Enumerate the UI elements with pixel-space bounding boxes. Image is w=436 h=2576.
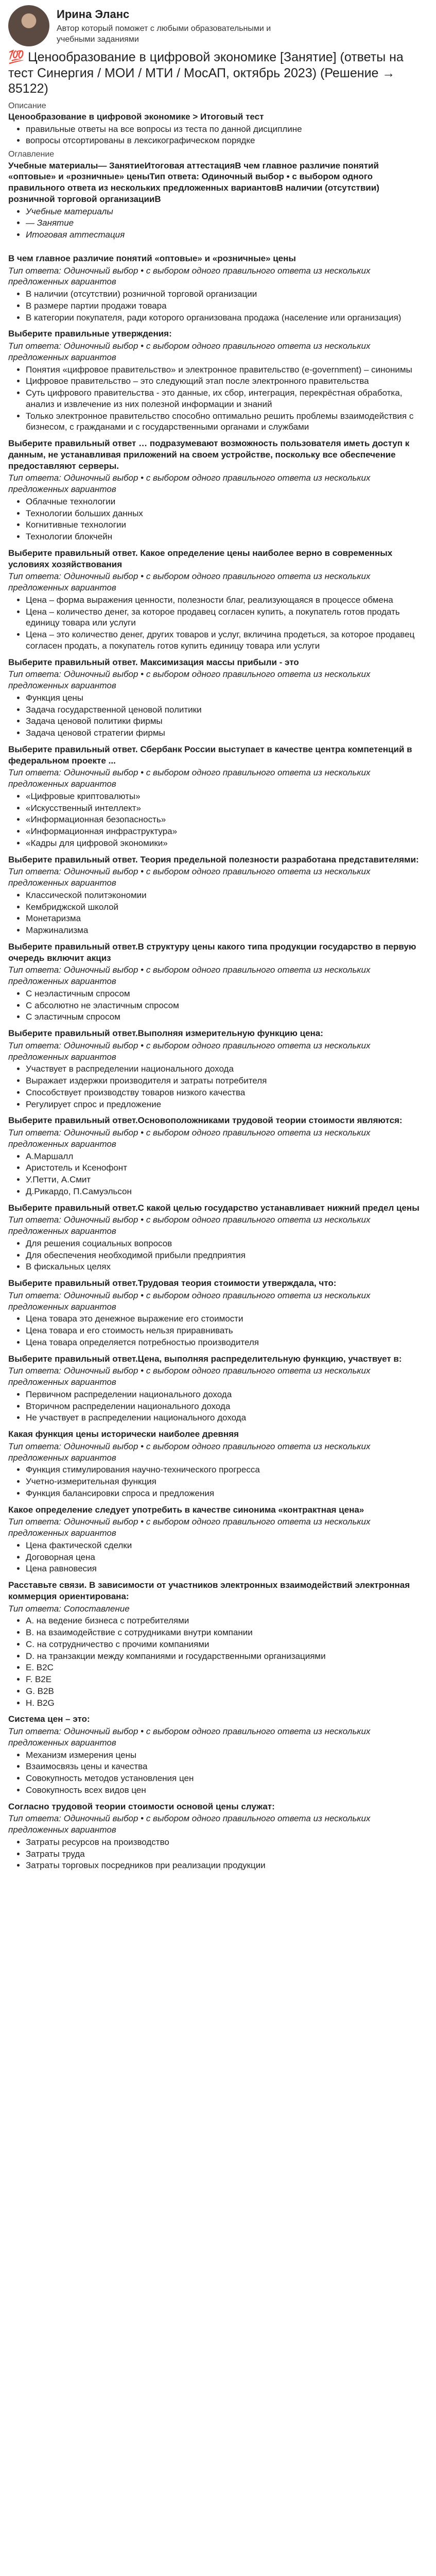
question-text: Выберите правильный ответ. Сбербанк России выступает в качестве центра компетенций в федеральном проекте ... xyxy=(8,744,412,766)
question-text: Расставьте связи. В зависимости от участников электронных взаимодействий электронная коммерция ориентирована: xyxy=(8,1580,410,1601)
question-block xyxy=(8,744,428,849)
option-item: • Цена – количество денег, за которое продавец согласен купить, а покупатель готов продать единицу товара или услуги xyxy=(26,606,428,629)
answer-type: Тип ответа: Одиночный выбор • с выбором одного правильного ответа из нескольких предложенных вариантов xyxy=(8,768,371,789)
question-text: Выберите правильный ответ.Трудовая теория стоимости утверждала, что: xyxy=(8,1278,337,1289)
question-text: Выберите правильный ответ. Теория предельной полезности разработана представителями: xyxy=(8,854,419,865)
options-list xyxy=(8,1238,428,1273)
question-text: Какая функция цены исторически наиболее древняя xyxy=(8,1429,239,1439)
option-item: • Совокупность всех видов цен xyxy=(26,1785,428,1796)
options-list xyxy=(8,988,428,1023)
option-item: • Затраты торговых посредников при реализации продукции xyxy=(26,1860,428,1871)
option-item: • Маржинализма xyxy=(26,925,428,936)
question-text: Выберите правильный ответ. Какое определение цены наиболее верно в современных условиях хозяйствования xyxy=(8,548,393,569)
question-block xyxy=(8,1353,428,1424)
description-heading: Ценообразование в цифровой экономике > Итоговый тест xyxy=(8,111,264,122)
option-item: • Регулирует спрос и предложение xyxy=(26,1099,428,1110)
question-text: В чем главное различие понятий «оптовые» и «розничные» цены xyxy=(8,253,296,263)
option-item: • Цена товара это денежное выражение его стоимости xyxy=(26,1313,428,1325)
question-block xyxy=(8,328,428,433)
options-list xyxy=(8,364,428,433)
description-list xyxy=(8,124,428,147)
question-block xyxy=(8,1278,428,1348)
option-item: • Задача государственной ценовой политики xyxy=(26,704,428,716)
option-item: • F. B2E xyxy=(26,1674,428,1685)
option-item: • Учетно-измерительная функция xyxy=(26,1476,428,1487)
option-item: • H. B2G xyxy=(26,1698,428,1709)
question-block xyxy=(8,1429,428,1499)
option-item: • D. на транзакции между компаниями и государственными организациями xyxy=(26,1651,428,1662)
answer-type: Тип ответа: Одиночный выбор • с выбором одного правильного ответа из нескольких предложенных вариантов xyxy=(8,571,371,593)
option-item: • Классической политэкономии xyxy=(26,890,428,901)
option-item: • В фискальных целях xyxy=(26,1261,428,1273)
option-item: • Участвует в распределении национального дохода xyxy=(26,1063,428,1075)
option-item: • Функция балансировки спроса и предложения xyxy=(26,1488,428,1499)
option-item: • Затраты труда xyxy=(26,1849,428,1860)
option-item: • B. на взаимодействие с сотрудниками внутри компании xyxy=(26,1627,428,1638)
answer-type: Тип ответа: Одиночный выбор • с выбором одного правильного ответа из нескольких предложенных вариантов xyxy=(8,1726,371,1748)
answer-type: Тип ответа: Одиночный выбор • с выбором одного правильного ответа из нескольких предложенных вариантов xyxy=(8,1366,371,1387)
option-item: • A. на ведение бизнеса с потребителями xyxy=(26,1615,428,1626)
option-item: • Выражает издержки производителя и затраты потребителя xyxy=(26,1075,428,1087)
options-list xyxy=(8,1837,428,1871)
question-text: Выберите правильный ответ.Основоположниками трудовой теории стоимости являются: xyxy=(8,1115,403,1126)
toc-item[interactable]: • Учебные материалы xyxy=(26,206,428,217)
option-item: • Аристотель и Ксенофонт xyxy=(26,1162,428,1174)
option-item: • Только электронное правительство способно оптимально решить проблемы взаимодействия с бизнесом, с гражданами и с государственными органами и службами xyxy=(26,411,428,433)
option-item: • Технологии блокчейн xyxy=(26,531,428,543)
question-text: Выберите правильный ответ.С какой целью государство устанавливает нижний предел цены xyxy=(8,1202,420,1213)
option-item: • А.Маршалл xyxy=(26,1151,428,1162)
toc-item[interactable]: • — Занятие xyxy=(26,217,428,229)
option-item: • Понятия «цифровое правительство» и электронное правительство (e-government) – синонимы xyxy=(26,364,428,376)
option-item: • G. B2B xyxy=(26,1686,428,1697)
option-item: • Д.Рикардо, П.Самуэльсон xyxy=(26,1186,428,1197)
option-item: • «Информационная инфраструктура» xyxy=(26,826,428,837)
list-item: • вопросы отсортированы в лексикографическом порядке xyxy=(26,135,428,146)
option-item: • Когнитивные технологии xyxy=(26,519,428,531)
question-block xyxy=(8,1028,428,1110)
description-label: Описание xyxy=(8,101,46,110)
option-item: • Способствует производству товаров низкого качества xyxy=(26,1087,428,1098)
option-item: • Задача ценовой стратегии фирмы xyxy=(26,727,428,739)
author-avatar[interactable] xyxy=(8,5,49,46)
options-list xyxy=(8,496,428,543)
page-title: 💯 Ценообразование в цифровой экономике [Занятие] (ответы на тест Синергия / МОИ / МТИ / МосАП, октябрь 2023) (Решение → 85122) xyxy=(8,50,404,96)
option-item: • Для решения социальных вопросов xyxy=(26,1238,428,1249)
answer-type: Тип ответа: Одиночный выбор • с выбором одного правильного ответа из нескольких предложенных вариантов xyxy=(8,1040,371,1062)
options-list xyxy=(8,1151,428,1197)
options-list xyxy=(8,692,428,739)
option-item: • Первичном распределении национального дохода xyxy=(26,1389,428,1400)
answer-type: Тип ответа: Одиночный выбор • с выбором одного правильного ответа из нескольких предложенных вариантов xyxy=(8,473,371,495)
option-item: • «Кадры для цифровой экономики» xyxy=(26,838,428,849)
option-item: • Цена товара и его стоимость нельзя приравнивать xyxy=(26,1325,428,1336)
answer-type: Тип ответа: Сопоставление xyxy=(8,1603,130,1614)
question-block xyxy=(8,1504,428,1575)
question-block xyxy=(8,657,428,739)
question-text: Выберите правильный ответ. Максимизация массы прибыли - это xyxy=(8,657,299,667)
question-block xyxy=(8,1202,428,1273)
option-item: • «Информационная безопасность» xyxy=(26,814,428,825)
answer-type: Тип ответа: Одиночный выбор • с выбором одного правильного ответа из нескольких предложенных вариантов xyxy=(8,265,371,287)
options-list xyxy=(8,1540,428,1574)
option-item: • Кембриджской школой xyxy=(26,902,428,913)
option-item: • Функция стимулирования научно-технического прогресса xyxy=(26,1464,428,1476)
option-item: • Задача ценовой политики фирмы xyxy=(26,716,428,727)
answer-type: Тип ответа: Одиночный выбор • с выбором одного правильного ответа из нескольких предложенных вариантов xyxy=(8,1441,371,1463)
option-item: • Цифровое правительство – это следующий этап после электронного правительства xyxy=(26,376,428,387)
options-list xyxy=(8,1313,428,1348)
options-list xyxy=(8,1750,428,1796)
options-list xyxy=(8,289,428,323)
option-item: • Вторичном распределении национального дохода xyxy=(26,1401,428,1412)
option-item: • «Цифровые криптовалюты» xyxy=(26,791,428,802)
option-item: • Не участвует в распределении национального дохода xyxy=(26,1412,428,1423)
question-text: Согласно трудовой теории стоимости основой цены служат: xyxy=(8,1801,275,1811)
question-text: Выберите правильный ответ.Цена, выполняя распределительную функцию, участвует в: xyxy=(8,1353,402,1364)
question-text: Какое определение следует употребить в качестве синонима «контрактная цена» xyxy=(8,1504,364,1515)
toc-heading: Учебные материалы— ЗанятиеИтоговая аттестацияВ чем главное различие понятий «оптовые» и «розничные» ценыТип ответа: Одиночный выбор • с выбором одного правильного ответа из нескольких предложенных вариантовВ наличии (отсутствии) розничной торговой организацииВ xyxy=(8,160,379,204)
question-block xyxy=(8,1714,428,1795)
option-item: • Цена фактической сделки xyxy=(26,1540,428,1551)
question-text: Система цен – это: xyxy=(8,1714,90,1724)
option-item: • Монетаризма xyxy=(26,913,428,924)
option-item: • E. B2C xyxy=(26,1662,428,1673)
question-block xyxy=(8,941,428,1023)
option-item: • «Искусственный интеллект» xyxy=(26,803,428,814)
question-text: Выберите правильные утверждения: xyxy=(8,329,172,339)
options-list xyxy=(8,1464,428,1499)
option-item: • Цена товара определяется потребностью производителя xyxy=(26,1337,428,1348)
option-item: • Технологии больших данных xyxy=(26,508,428,519)
option-item: • С эластичным спросом xyxy=(26,1011,428,1023)
option-item: • Совокупность методов установления цен xyxy=(26,1773,428,1784)
option-item: • С неэластичным спросом xyxy=(26,988,428,999)
questions-list xyxy=(8,253,428,1871)
option-item: • У.Петти, А.Смит xyxy=(26,1174,428,1185)
question-block xyxy=(8,253,428,324)
options-list xyxy=(8,1063,428,1110)
answer-type: Тип ответа: Одиночный выбор • с выбором одного правильного ответа из нескольких предложенных вариантов xyxy=(8,1517,371,1538)
question-block xyxy=(8,1801,428,1872)
author-info xyxy=(57,5,273,45)
question-text: Выберите правильный ответ.В структуру цены какого типа продукции государство в первую очередь включит акциз xyxy=(8,941,416,963)
author-description: Автор который поможет с любыми образовательными и учебными заданиями xyxy=(57,24,271,44)
option-item: • С абсолютно не эластичным спросом xyxy=(26,1000,428,1011)
options-list xyxy=(8,791,428,849)
answer-type: Тип ответа: Одиночный выбор • с выбором одного правильного ответа из нескольких предложенных вариантов xyxy=(8,341,371,362)
answer-type: Тип ответа: Одиночный выбор • с выбором одного правильного ответа из нескольких предложенных вариантов xyxy=(8,1215,371,1236)
option-item: • В наличии (отсутствии) розничной торговой организации xyxy=(26,289,428,300)
option-item: • Облачные технологии xyxy=(26,496,428,507)
option-item: • Цена равновесия xyxy=(26,1563,428,1574)
question-text: Выберите правильный ответ … подразумевают возможность пользователя иметь доступ к данным, не устанавливая приложений на своем устройстве, поскольку все обеспечение предоставляют серверы. xyxy=(8,438,410,471)
list-item: • правильные ответы на все вопросы из теста по данной дисциплине xyxy=(26,124,428,135)
option-item: • В категории покупателя, ради которого организована продажа (население или организация) xyxy=(26,312,428,324)
option-item: • Договорная цена xyxy=(26,1552,428,1563)
option-item: • Цена – это количество денег, других товаров и услуг, вкличина продеться, за которое продавец согласен продать, а покупатель готов купить единицу товара или услуги xyxy=(26,629,428,652)
answer-type: Тип ответа: Одиночный выбор • с выбором одного правильного ответа из нескольких предложенных вариантов xyxy=(8,1290,371,1312)
question-block xyxy=(8,854,428,936)
author-card xyxy=(8,5,428,46)
question-block xyxy=(8,1580,428,1708)
question-block xyxy=(8,438,428,543)
option-item: • Механизм измерения цены xyxy=(26,1750,428,1761)
option-item: • Цена – форма выражения ценности, полезности благ, реализующаяся в процессе обмена xyxy=(26,595,428,606)
toc-list xyxy=(8,206,428,241)
options-list xyxy=(8,1615,428,1708)
option-item: • Для обеспечения необходимой прибыли предприятия xyxy=(26,1250,428,1261)
toc-item[interactable]: • Итоговая аттестация xyxy=(26,229,428,241)
answer-type: Тип ответа: Одиночный выбор • с выбором одного правильного ответа из нескольких предложенных вариантов xyxy=(8,1128,371,1149)
option-item: • Затраты ресурсов на производство xyxy=(26,1837,428,1848)
answer-type: Тип ответа: Одиночный выбор • с выбором одного правильного ответа из нескольких предложенных вариантов xyxy=(8,1814,371,1835)
answer-type: Тип ответа: Одиночный выбор • с выбором одного правильного ответа из нескольких предложенных вариантов xyxy=(8,867,371,888)
author-name[interactable]: Ирина Эланс xyxy=(57,8,130,21)
options-list xyxy=(8,1389,428,1423)
answer-type: Тип ответа: Одиночный выбор • с выбором одного правильного ответа из нескольких предложенных вариантов xyxy=(8,669,371,691)
option-item: • В размере партии продажи товара xyxy=(26,300,428,312)
question-block xyxy=(8,1115,428,1197)
question-block xyxy=(8,548,428,652)
option-item: • C. на сотрудничество с прочими компаниями xyxy=(26,1639,428,1650)
options-list xyxy=(8,595,428,652)
option-item: • Функция цены xyxy=(26,692,428,704)
answer-type: Тип ответа: Одиночный выбор • с выбором одного правильного ответа из нескольких предложенных вариантов xyxy=(8,965,371,987)
toc-label: Оглавление xyxy=(8,150,55,159)
question-text: Выберите правильный ответ.Выполняя измерительную функцию цена: xyxy=(8,1028,323,1039)
option-item: • Взаимосвязь цены и качества xyxy=(26,1761,428,1772)
options-list xyxy=(8,890,428,936)
option-item: • Суть цифрового правительства - это данные, их сбор, интеграция, перекрёстная обработка, анализ и извлечение из них полезной информации и знаний xyxy=(26,387,428,410)
